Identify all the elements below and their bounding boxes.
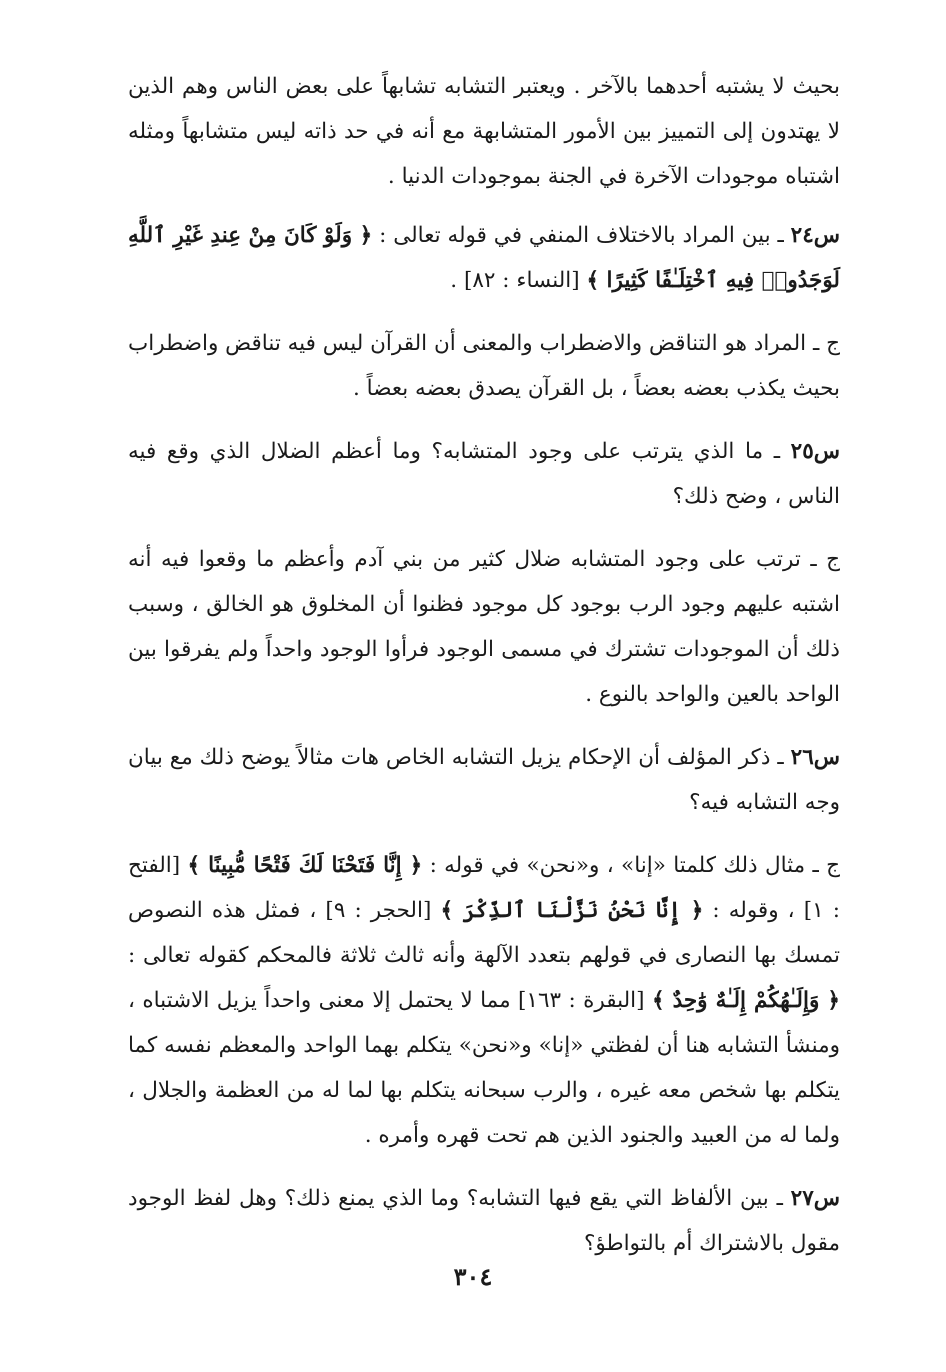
- question-27-number: س٢٧: [790, 1186, 840, 1211]
- question-26-number: س٢٦: [790, 745, 840, 770]
- answer-26-part-4: [البقرة : ١٦٣] مما لا يحتمل إلا معنى واحداً يزيل الاشتباه ، ومنشأ التشابه هنا أن لفظتي «إنا» و«نحن» يتكلم بهما الواحد والمعظم نفسه كما يتكلم بها شخص معه غيره ، والرب سبحانه يتكلم بها لما له من العظمة والجلال ، ولما له من العبيد والجنود الذين هم تحت قهره وأمره .: [128, 988, 840, 1148]
- answer-26-part-3: [الحجر : ٩] ، فمثل هذه النصوص تمسك بها النصارى في قولهم بتعدد الآلهة وأنه ثالث ثلاثة فالمحكم كقوله تعالى :: [128, 898, 840, 968]
- answer-26-verse-1: ﴿ إِنَّا فَتَحْنَا لَكَ فَتْحًا مُّبِينًا ﴾: [187, 853, 423, 878]
- question-24: [128, 213, 840, 303]
- question-24-text-a: ـ بين المراد بالاختلاف المنفي في قوله تعالى :: [372, 223, 791, 248]
- question-24-verse: ﴿ وَلَوْ كَانَ مِنْ عِندِ غَيْرِ ٱللَّهِ لَوَجَدُوا۟ فِيهِ ٱخْتِلَـٰفًا كَثِيرًا ﴾: [128, 223, 840, 293]
- answer-24: ج ـ المراد هو التناقض والاضطراب والمعنى أن القرآن ليس فيه تناقض واضطراب بحيث يكذب بعضه بعضاً ، بل القرآن يصدق بعضه بعضاً .: [128, 331, 840, 401]
- answer-26-part-2: [الفتح : ١] ، وقوله :: [128, 853, 840, 923]
- question-24-number: س٢٤: [790, 223, 840, 248]
- question-27-text: ـ بين الألفاظ التي يقع فيها التشابه؟ وما الذي يمنع ذلك؟ وهل لفظ الوجود مقول بالاشتراك أم بالتواطؤ؟: [128, 1186, 840, 1256]
- question-25-number: س٢٥: [790, 439, 840, 464]
- question-27: [128, 1176, 840, 1266]
- answer-26: [128, 843, 840, 1158]
- page-number: ٣٠٤: [453, 1262, 493, 1291]
- answer-26-part-1: ج ـ مثال ذلك كلمتا «إنا» ، و«نحن» في قوله :: [422, 853, 840, 878]
- answer-25: ج ـ ترتب على وجود المتشابه ضلال كثير من بني آدم وأعظم ما وقعوا فيه أنه اشتبه عليهم وجود الرب بوجود كل موجود فظنوا أن المخلوق هو الخالق ، وسبب ذلك أن الموجودات تشترك في مسمى الوجود فرأوا الوجود واحداً ولم يفرقوا بين الواحد بالعين والواحد بالنوع .: [128, 547, 840, 707]
- intro-paragraph: بحيث لا يشتبه أحدهما بالآخر . ويعتبر التشابه تشابهاً على بعض الناس وهم الذين لا يهتدون إلى التمييز بين الأمور المتشابهة مع أنه في حد ذاته ليس متشابهاً ومثله اشتباه موجودات الآخرة في الجنة بموجودات الدنيا .: [128, 74, 840, 189]
- question-24-text-b: [النساء : ٨٢] .: [450, 268, 587, 293]
- question-26: [128, 735, 840, 825]
- question-26-text: ـ ذكر المؤلف أن الإحكام يزيل التشابه الخاص هات مثالاً يوضح ذلك مع بيان وجه التشابه فيه؟: [128, 745, 840, 815]
- answer-26-verse-2: ﴿ إِنَّا نَحْنُ نَزَّلْنَا ٱلذِّكْرَ ﴾: [440, 898, 704, 923]
- answer-26-verse-3: ﴿ وَإِلَـٰهُكُمْ إِلَـٰهٌ وَٰحِدٌ ﴾: [651, 988, 840, 1013]
- question-25-text: ـ ما الذي يترتب على وجود المتشابه؟ وما أعظم الضلال الذي وقع فيه الناس ، وضح ذلك؟: [128, 439, 840, 509]
- question-25: [128, 429, 840, 519]
- page-body: [128, 64, 840, 1304]
